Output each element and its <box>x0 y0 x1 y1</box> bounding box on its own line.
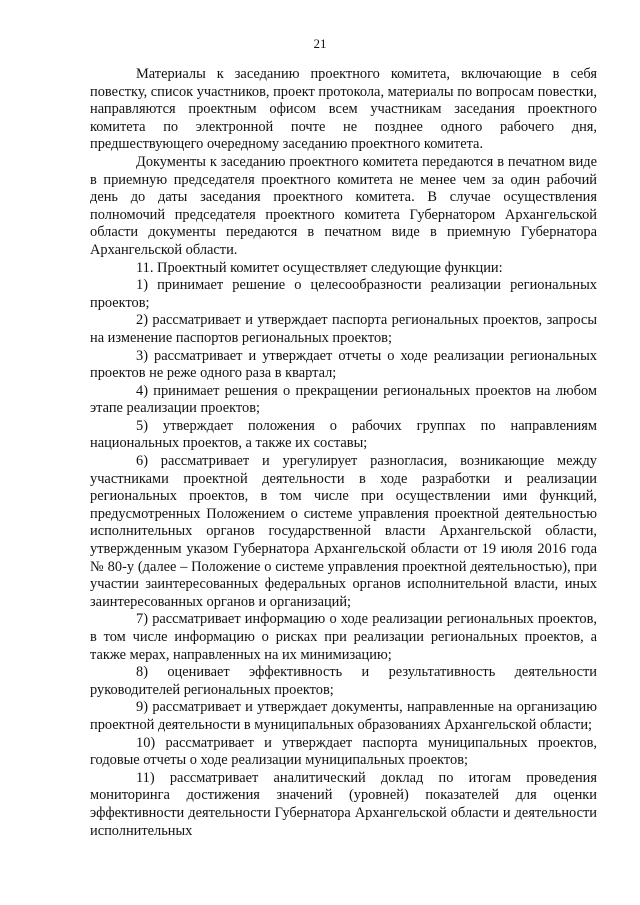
list-item-4: 4) принимает решения о прекращении региональных проектов на любом этапе реализации проектов; <box>90 382 597 417</box>
page-number: 21 <box>313 36 327 51</box>
document-body <box>90 66 597 840</box>
list-item-8: 8) оценивает эффективность и результативность деятельности руководителей региональных проектов; <box>90 664 597 698</box>
paragraph-documents: Документы к заседанию проектного комитета передаются в печатном виде в приемную председателя проектного комитета не менее чем за один рабочий день до даты заседания проектного комитета. В случае осуществления полномочий председателя проектного комитета Губернатором Архангельской области документы передаются в печатном виде в приемную Губернатора Архангельской области. <box>90 153 597 258</box>
list-item-10: 10) рассматривает и утверждает паспорта муниципальных проектов, годовые отчеты о ходе реализации муниципальных проектов; <box>90 734 597 769</box>
list-item-9: 9) рассматривает и утверждает документы, направленные на организацию проектной деятельности в муниципальных образованиях Архангельской области; <box>90 699 597 733</box>
list-item-1: 1) принимает решение о целесообразности реализации региональных проектов; <box>90 277 597 311</box>
list-item-3: 3) рассматривает и утверждает отчеты о ходе реализации региональных проектов не реже одного раза в квартал; <box>90 347 597 382</box>
list-item-6: 6) рассматривает и урегулирует разногласия, возникающие между участниками проектной деятельности в ходе разработки и реализации региональных проектов, в том числе при осуществлении ими функций, предусмотренных Положением о системе управления проектной деятельностью исполнительных органов государственной власти Архангельской области, утвержденным указом Губернатора Архангельской области от 19 июля 2016 года № 80-у (далее – Положение о системе управления проектной деятельностью), при участии заинтересованных федеральных органов исполнительной власти, иных заинтересованных органов и организаций; <box>90 453 597 610</box>
list-item-2: 2) рассматривает и утверждает паспорта региональных проектов, запросы на изменение паспортов региональных проектов; <box>90 312 597 346</box>
list-item-11: 11) рассматривает аналитический доклад по итогам проведения мониторинга достижения значений (уровней) показателей для оценки эффективности деятельности Губернатора Архангельской области и деятельности исполнительных <box>90 769 597 839</box>
list-item-7: 7) рассматривает информацию о ходе реализации региональных проектов, в том числе информацию о рисках при реализации региональных проектов, а также мерах, направленных на их минимизацию; <box>90 611 597 663</box>
paragraph-functions-heading: 11. Проектный комитет осуществляет следующие функции: <box>136 259 503 276</box>
paragraph-materials: Материалы к заседанию проектного комитета, включающие в себя повестку, список участников, проект протокола, материалы по вопросам повестки, направляются проектным офисом всем участникам заседания проектного комитета по электронной почте не позднее одного рабочего дня, предшествующего очередному заседанию проектного комитета. <box>90 66 598 153</box>
list-item-5: 5) утверждает положения о рабочих группах по направлениям национальных проектов, а также их составы; <box>90 417 597 452</box>
